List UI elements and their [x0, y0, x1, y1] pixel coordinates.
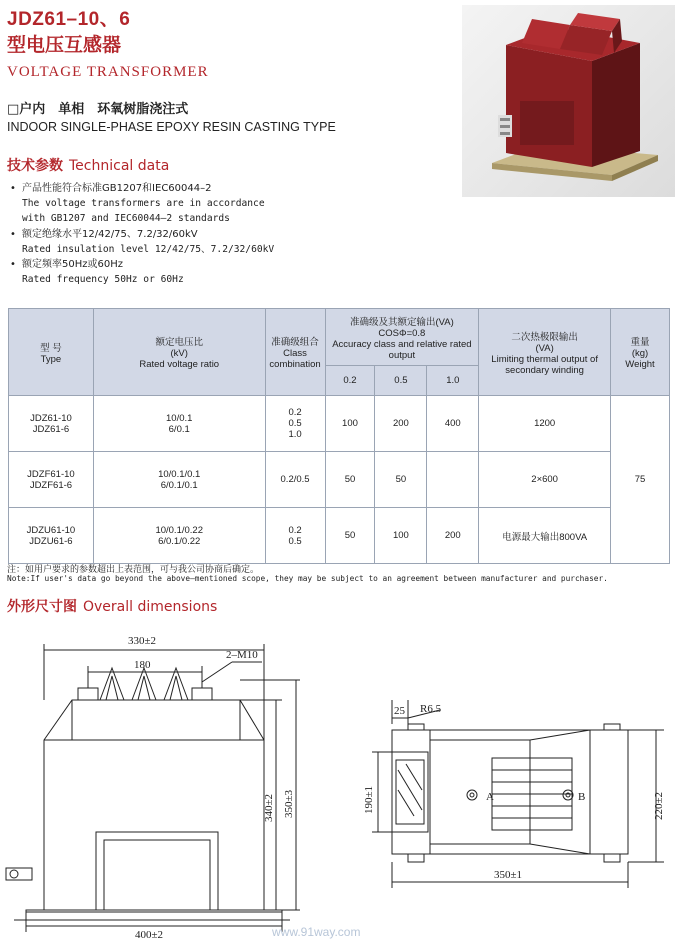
bullet-standard-en-2: with GB1207 and IEC60044–2 standards [22, 213, 230, 225]
dim-side-length: 350±1 [494, 869, 523, 881]
cell-out-1.0 [427, 452, 479, 508]
dim-side-height: 190±1 [363, 785, 375, 814]
dim-side-total-height: 220±2 [653, 791, 665, 820]
product-photo [462, 5, 675, 197]
header-class-combination: 准确级组合 Class combination [265, 309, 325, 396]
header-accuracy-output: 准确级及其额定输出(VA) COSΦ=0.8 Accuracy class and relative rated output [325, 309, 479, 366]
note-en: Note:If user's data go beyond the above–mentioned scope, they may be subject to an agreement between manufacturer and purchaser. [7, 574, 608, 583]
bullet-frequency-en: Rated frequency 50Hz or 60Hz [22, 274, 184, 286]
cell-out-0.2: 50 [325, 452, 375, 508]
cell-thermal: 电源最大输出800VA [479, 508, 611, 564]
cell-class: 0.2 0.5 1.0 [265, 396, 325, 452]
subtitle-en: INDOOR SINGLE-PHASE EPOXY RESIN CASTING TYPE [7, 120, 336, 134]
cell-ratio: 10/0.1/0.22 6/0.1/0.22 [93, 508, 265, 564]
cell-type: JDZ61-10 JDZ61-6 [9, 396, 94, 452]
cell-thermal: 1200 [479, 396, 611, 452]
subtitle-cn: □户内 单相 环氧树脂浇注式 [7, 102, 189, 117]
header-acc-0.5: 0.5 [375, 366, 427, 396]
cell-out-0.5: 50 [375, 452, 427, 508]
heading-cn: 技术参数 [7, 158, 63, 174]
header-type: 型 号 Type [9, 309, 94, 396]
spec-table [8, 308, 670, 564]
bullet-insulation-en: Rated insulation level 12/42/75、7.2/32/60kV [22, 243, 275, 255]
dim-bolt-thread: 2–M10 [226, 649, 258, 661]
header-weight: 重量 (kg) Weight [611, 309, 670, 396]
cell-ratio: 10/0.1/0.1 6/0.1/0.1 [93, 452, 265, 508]
header-voltage-ratio: 额定电压比 (kV) Rated voltage ratio [93, 309, 265, 396]
spec-bullet-list [10, 181, 274, 287]
cell-out-0.2: 50 [325, 508, 375, 564]
bullet-insulation-cn: • 额定绝缘水平12/42/75、7.2/32/60kV [10, 228, 198, 240]
technical-data-heading [7, 155, 169, 175]
dimension-drawing [0, 620, 680, 942]
heading-en: Overall dimensions [83, 599, 218, 615]
dim-bolt-spacing: 180 [134, 659, 151, 671]
terminal-a-label: A [486, 791, 494, 803]
table-row [9, 508, 670, 564]
cell-type: JDZU61-10 JDZU61-6 [9, 508, 94, 564]
cell-ratio: 10/0.1 6/0.1 [93, 396, 265, 452]
note-cn: 注：如用户要求的参数超出上表范围，可与我公司协商后确定。 [7, 565, 260, 575]
dim-base-width: 400±2 [135, 929, 164, 941]
table-row [9, 452, 670, 508]
table-row [9, 396, 670, 452]
dim-inner-height: 340±2 [263, 793, 275, 822]
product-title-cn: 型电压互感器 [7, 34, 122, 56]
dim-side-radius: R6.5 [420, 703, 442, 715]
heading-en: Technical data [69, 158, 170, 174]
cell-out-1.0: 200 [427, 508, 479, 564]
cell-thermal: 2×600 [479, 452, 611, 508]
header-acc-1.0: 1.0 [427, 366, 479, 396]
dim-side-offset: 25 [394, 705, 405, 717]
header-acc-0.2: 0.2 [325, 366, 375, 396]
cell-out-0.2: 100 [325, 396, 375, 452]
cell-class: 0.2/0.5 [265, 452, 325, 508]
bullet-standard-cn: • 产品性能符合标准GB1207和IEC60044–2 [10, 183, 212, 194]
cell-out-0.5: 100 [375, 508, 427, 564]
cell-weight: 75 [611, 396, 670, 564]
cell-type: JDZF61-10 JDZF61-6 [9, 452, 94, 508]
cell-class: 0.2 0.5 [265, 508, 325, 564]
header-thermal-output: 二次热极限输出 (VA) Limiting thermal output of secondary winding [479, 309, 611, 396]
heading-cn: 外形尺寸图 [7, 599, 77, 615]
dim-total-height: 350±3 [283, 789, 295, 818]
bullet-frequency-cn: • 额定频率50Hz或60Hz [10, 259, 123, 271]
terminal-b-label: B [578, 791, 586, 803]
dim-width-top: 330±2 [128, 635, 157, 647]
dimensions-heading [7, 596, 217, 616]
watermark: www.91way.com [272, 925, 361, 939]
model-title: JDZ61–10、6 [7, 9, 131, 30]
cell-out-1.0: 400 [427, 396, 479, 452]
product-title-en: VOLTAGE TRANSFORMER [7, 64, 209, 80]
cell-out-0.5: 200 [375, 396, 427, 452]
bullet-standard-en-1: The voltage transformers are in accordance [22, 198, 265, 210]
